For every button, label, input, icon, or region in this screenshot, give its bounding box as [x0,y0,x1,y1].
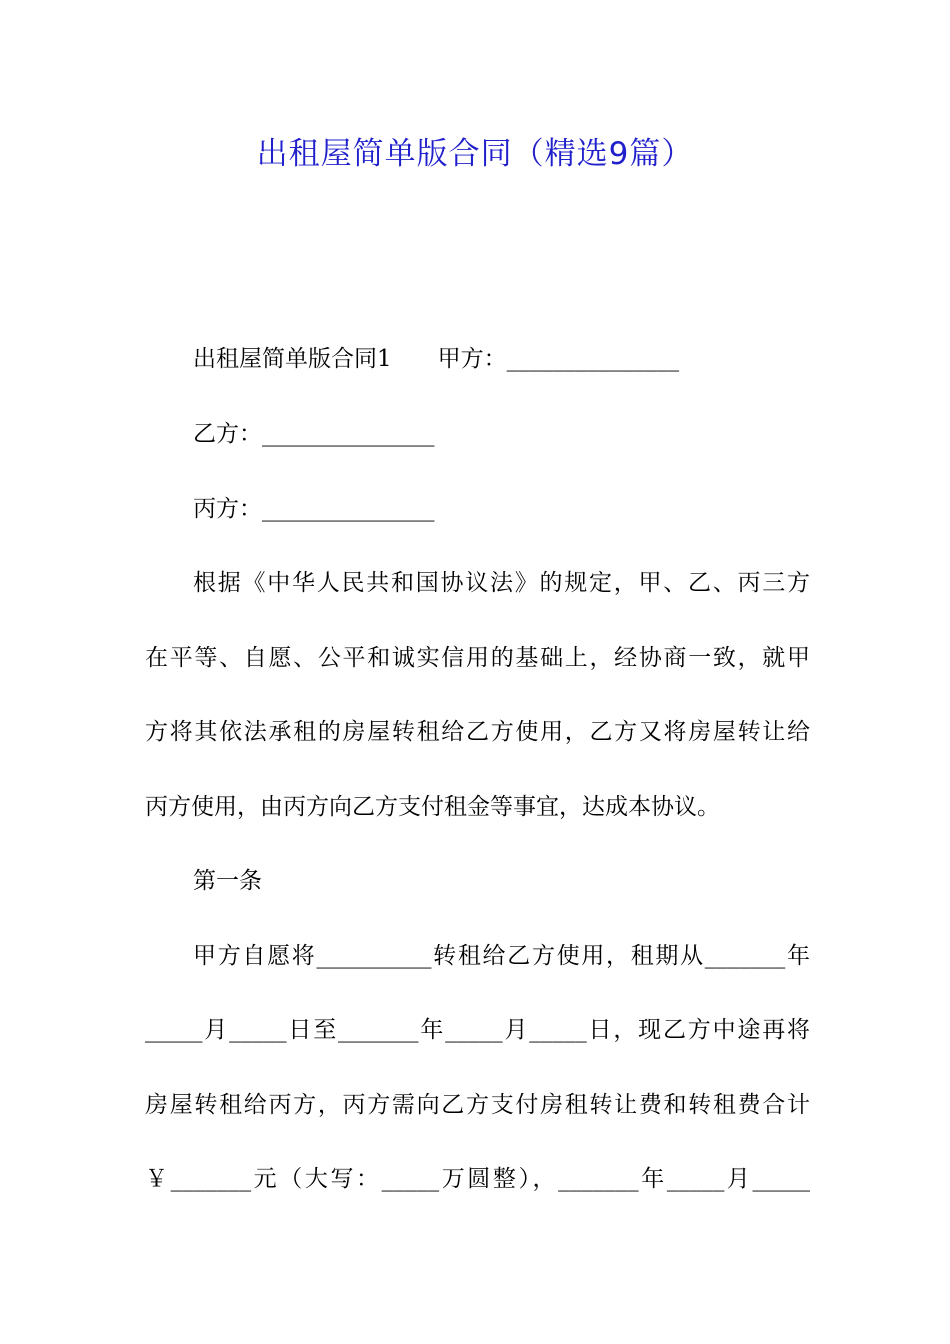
document-title: 出租屋简单版合同（精选9篇） [256,136,694,172]
body-line: 甲方自愿将__________转租给乙方使用，租期从_______年 [193,943,810,969]
body-line: 方将其依法承租的房屋转租给乙方使用，乙方又将房屋转让给 [145,719,810,745]
body-line: _____月_____日至_______年_____月_____日，现乙方中途再将 [145,1017,810,1043]
article-heading: 第一条 [193,868,262,894]
body-line: ￥_______元（大写：_____万圆整），_______年_____月_____ [145,1166,810,1192]
party-a-line: 出租屋简单版合同1 甲方：_______________ [193,346,680,372]
body-line: 丙方使用，由丙方向乙方支付租金等事宜，达成本协议。 [145,794,720,820]
body-line: 根据《中华人民共和国协议法》的规定，甲、乙、丙三方 [193,570,810,596]
party-c-line: 丙方：_______________ [193,496,435,522]
body-line: 房屋转租给丙方，丙方需向乙方支付房租转让费和转租费合计 [145,1092,810,1118]
body-line: 在平等、自愿、公平和诚实信用的基础上，经协商一致，就甲 [145,645,810,671]
party-b-line: 乙方：_______________ [193,421,435,447]
